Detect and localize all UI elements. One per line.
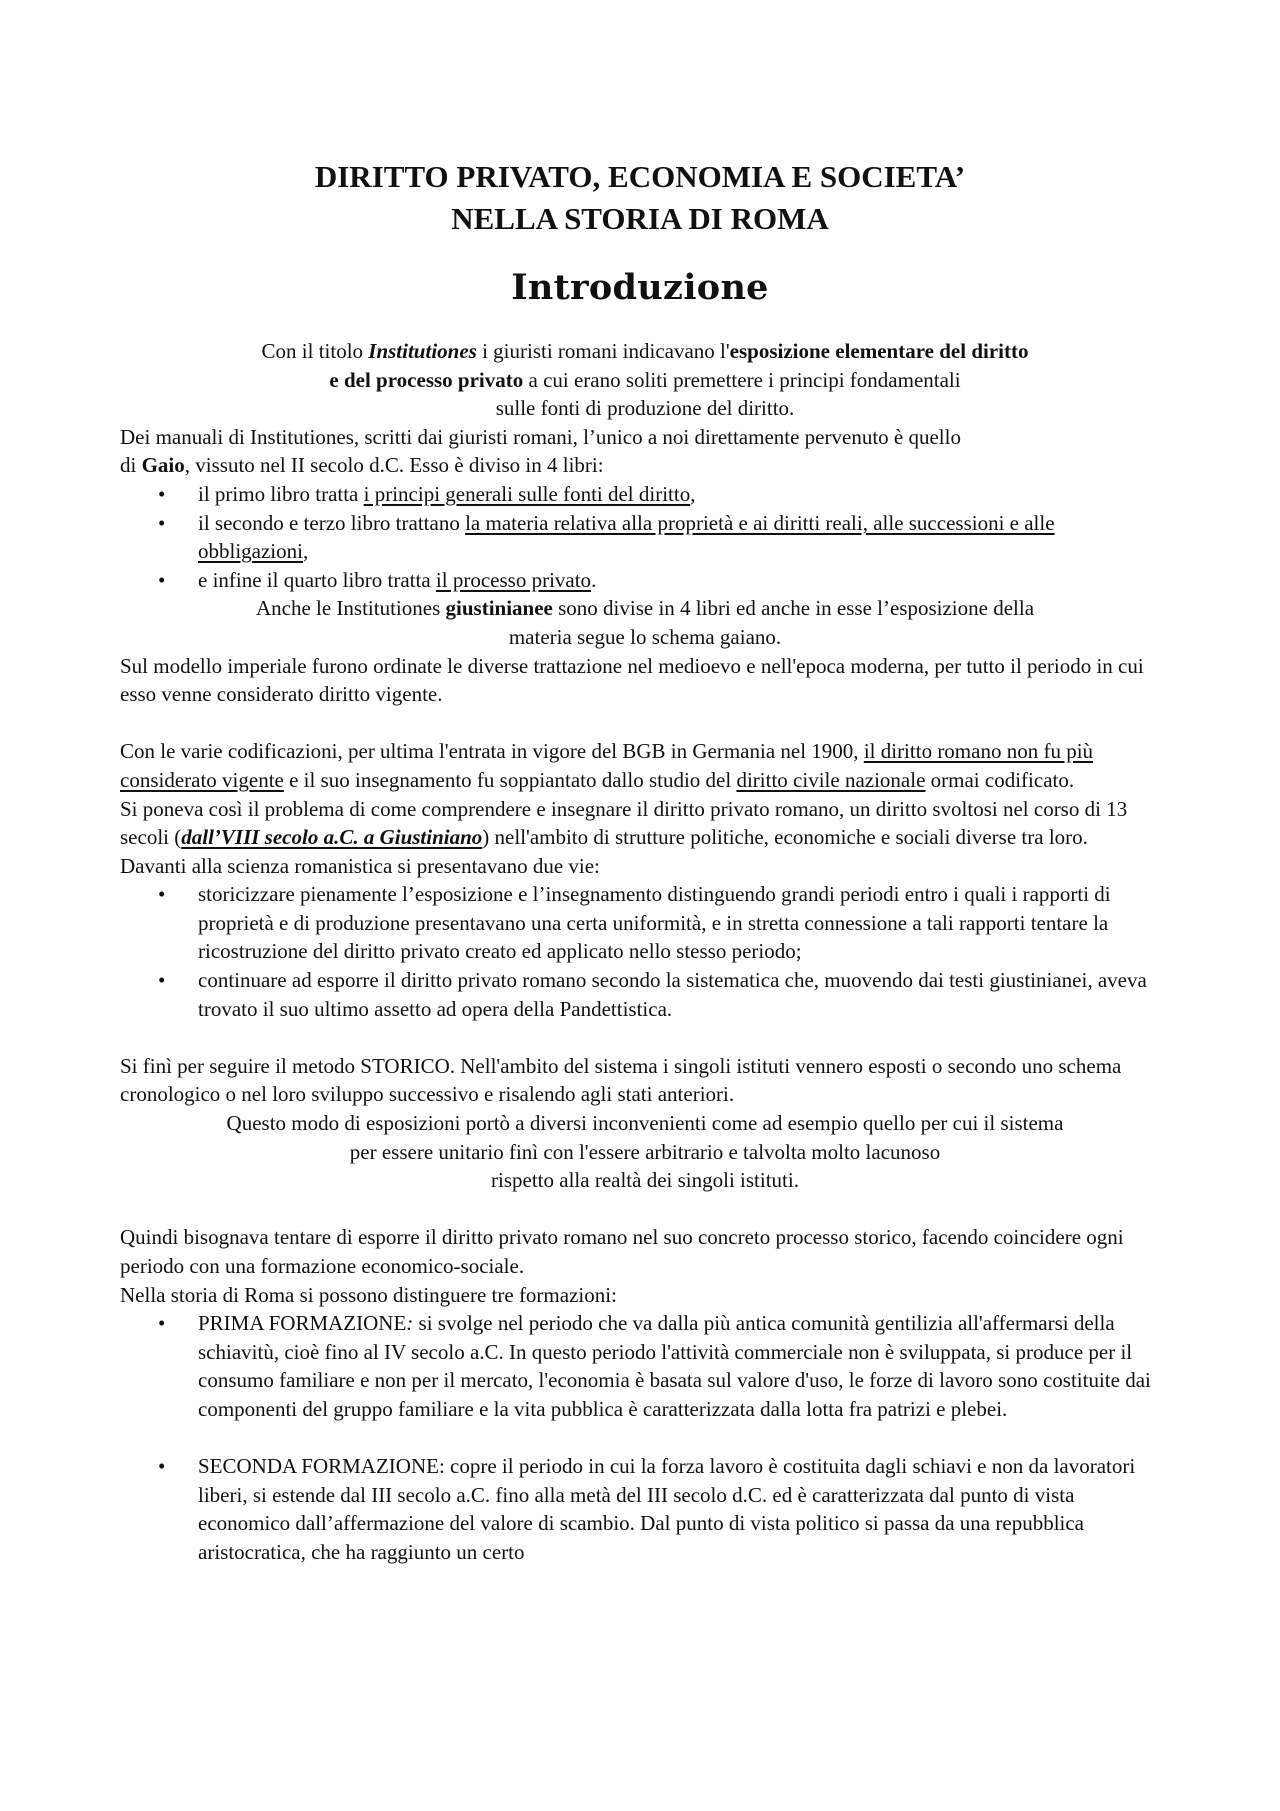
bullet: • [158, 510, 166, 535]
section-heading: Introduzione [511, 267, 769, 308]
text: Dei manuali di Institutiones, scritti dai giuristi romani, l’unico a noi direttamente pervenuto è quello [120, 424, 961, 449]
text: storicizzare pienamente l’esposizione e l’insegnamento distinguendo grandi periodi entro i quali i rapporti di proprietà e di produzione presentavano una certa uniformità, e in stretta connessione a tali rapporti tentare la ricostruzione del diritto privato creato ed applicato nello stesso periodo; [198, 882, 1111, 964]
bullet: • [158, 968, 166, 993]
intro-paragraph [120, 337, 1170, 423]
vie-intro: Davanti alla scienza romanistica si presentavano due vie: [120, 853, 600, 878]
text: il secondo e terzo libro trattano [198, 510, 466, 535]
text: e infine il quarto libro tratta [198, 567, 436, 592]
spacer [120, 709, 1170, 738]
text: copre il periodo in cui la forza lavoro è costituita dagli schiavi e non da lavoratori liberi, si estende dal III secolo a.C. fino alla metà del III secolo d.C. ed è caratterizzata dal punto di vista economico dall’affermazione del valore di scambio. Dal punto di vista politico si passa da una repubblica aristocratica, che ha raggiunto un certo [198, 1454, 1136, 1564]
spacer [120, 1023, 1170, 1052]
title-line-2: NELLA STORIA DI ROMA [451, 201, 829, 236]
formazioni-intro: Nella storia di Roma si possono distinguere tre formazioni: [120, 1282, 617, 1307]
quindi-paragraph: Quindi bisognava tentare di esporre il diritto privato romano nel suo concreto processo storico, facendo coincidere ogni periodo con una formazione economico-sociale. [120, 1225, 1124, 1278]
underlined-text: il diritto romano non fu più considerato vigente [120, 739, 1094, 792]
formazioni-list [120, 1309, 1170, 1423]
bullet: • [158, 567, 166, 592]
text: continuare ad esporre il diritto privato romano secondo la sistematica che, muovendo dai testi giustinianei, aveva trovato il suo ultimo assetto ad opera della Pandettistica. [198, 968, 1147, 1021]
text: PRIMA FORMAZIONE [198, 1311, 407, 1336]
formazioni-list-2 [120, 1452, 1170, 1566]
list-item [120, 1452, 1170, 1566]
document-title [0, 156, 1280, 240]
list-item [120, 480, 1170, 509]
list-item [120, 966, 1170, 1023]
text: . [591, 567, 597, 592]
underlined-text: la materia relativa alla proprietà e ai diritti reali, alle successioni e alle obbligazioni [198, 510, 1055, 564]
bullet: • [158, 1454, 166, 1479]
text: il primo libro tratta [198, 481, 364, 506]
text: SECONDA FORMAZIONE [198, 1454, 439, 1479]
title-line-1: DIRITTO PRIVATO, ECONOMIA E SOCIETA’ [314, 159, 966, 194]
text: si svolge nel periodo che va dalla più antica comunità gentilizia all'affermarsi della schiavitù, cioè fino al IV secolo a.C. In questo periodo l'attività commerciale non è sviluppata, si produce per il consumo familiare e non per il mercato, l'economia è basata sul valore d'uso, le forze di lavoro sono costituite dai componenti del gruppo familiare e la vita pubblica è caratterizzata dalla lotta fra patrizi e plebei. [198, 1311, 1151, 1421]
underlined-text: i principi generali sulle fonti del diritto [363, 481, 691, 506]
emphasis: dall’VIII secolo a.C. a Giustiniano [181, 825, 483, 850]
storico-paragraph: Si finì per seguire il metodo STORICO. Nell'ambito del sistema i singoli istituti vennero esposti o secondo uno schema cronologico o nel loro sviluppo successivo e risalendo agli stati anteriori. [120, 1053, 1122, 1107]
bold-text: esposizione elementare del diritto [729, 339, 1029, 363]
text: ormai codificato. [925, 767, 1075, 792]
giustinianee-paragraph [120, 594, 1170, 651]
bullet: • [158, 1311, 166, 1336]
list-item [120, 509, 1170, 566]
libri-list [120, 480, 1170, 594]
underlined-text: il processo privato [435, 567, 592, 592]
text: Questo modo di esposizioni portò a diversi inconvenienti come ad esempio quello per cui il sistema [226, 1111, 1064, 1136]
text: materia segue lo schema gaiano. [508, 624, 782, 649]
emphasis: Institutiones [368, 339, 477, 363]
text: , [302, 539, 309, 564]
text: per essere unitario finì con l'essere arbitrario e talvolta molto lacunoso [349, 1139, 941, 1164]
list-item [120, 1309, 1170, 1423]
inconvenienti-paragraph [120, 1109, 1170, 1195]
modello-paragraph: Sul modello imperiale furono ordinate le diverse trattazione nel medioevo e nell'epoca moderna, per tutto il periodo in cui esso venne considerato diritto vigente. [120, 653, 1144, 707]
gaio-paragraph [120, 423, 1170, 480]
text: Anche le Institutiones [255, 596, 446, 621]
text: rispetto alla realtà dei singoli istituti. [491, 1168, 799, 1193]
text: sono divise in 4 libri ed anche in esse l’esposizione della [552, 596, 1035, 621]
bold-text: giustinianee [445, 596, 553, 621]
codificazioni-paragraph [120, 737, 1170, 794]
text: di [120, 453, 142, 478]
text: , [690, 481, 696, 506]
bullet: • [158, 882, 166, 907]
text: Con le varie codificazioni, per ultima l'entrata in vigore del BGB in Germania nel 1900, [120, 739, 864, 764]
bold-text: e del processo privato [329, 367, 524, 392]
list-item [120, 880, 1170, 966]
underlined-text: diritto civile nazionale [736, 767, 926, 792]
text: a cui erano soliti premettere i principi fondamentali [523, 367, 961, 392]
bullet: • [158, 481, 166, 506]
text: Si poneva così il problema di come comprendere e insegnare il diritto privato romano, un diritto svoltosi nel corso di 13 secoli ( [120, 796, 1128, 850]
text: i giuristi romani indicavano l' [476, 339, 730, 363]
text: e il suo insegnamento fu soppiantato dallo studio del [283, 767, 737, 792]
text: sulle fonti di produzione del diritto. [495, 396, 795, 421]
spacer [120, 1424, 1170, 1453]
text: , vissuto nel II secolo d.C. Esso è diviso in 4 libri: [184, 453, 604, 478]
text: Con il titolo [261, 339, 369, 363]
text: : [406, 1311, 414, 1336]
text: : [438, 1454, 445, 1479]
list-item [120, 566, 1170, 595]
document-body [120, 337, 1170, 1567]
text: ) nell'ambito di strutture politiche, economiche e sociali diverse tra loro. [482, 825, 1088, 850]
bold-text: Gaio [141, 453, 185, 478]
problema-paragraph [120, 795, 1170, 852]
vie-list [120, 880, 1170, 1023]
spacer [120, 1195, 1170, 1224]
